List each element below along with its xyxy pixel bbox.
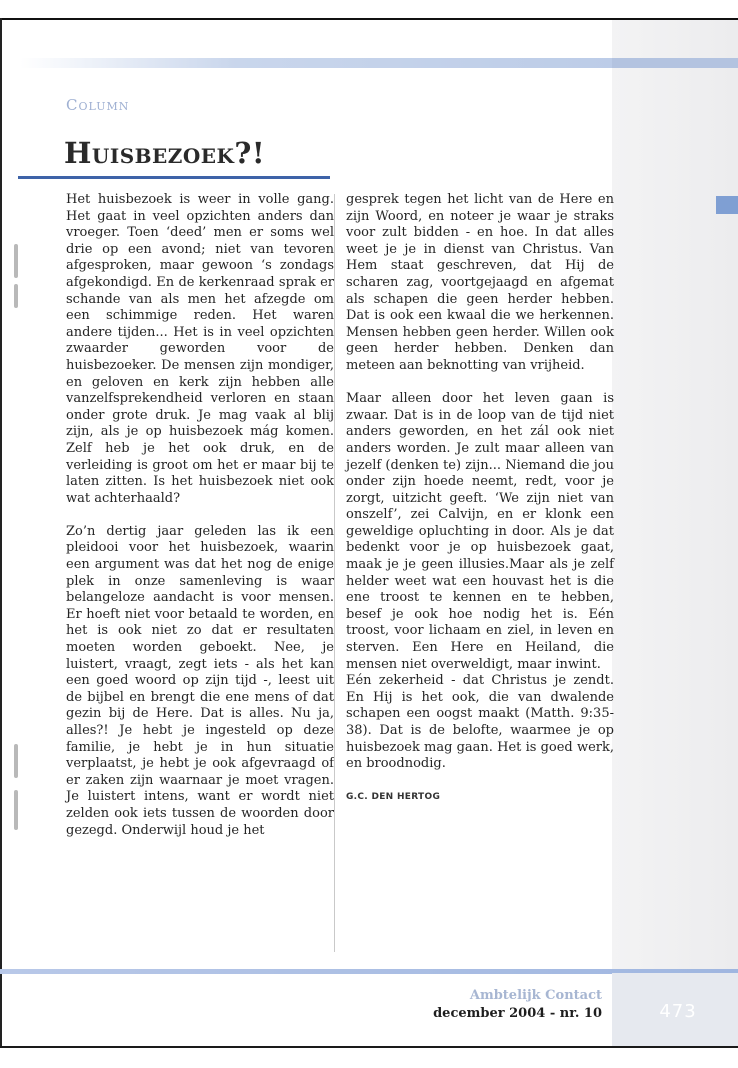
article-column-right (346, 192, 614, 806)
scan-border-bottom (0, 1046, 738, 1048)
paragraph: Eén zekerheid - dat Christus je zendt. En Hij is het ook, die van dwalende schapen een oogst maakt (Matth. 9:35-38). Dat is de belofte, waarmee je op huisbezoek mag gaan. Het is goed werk, en broodnodig. (346, 673, 614, 772)
paragraph: Het huisbezoek is weer in volle gang. Het gaat in veel opzichten anders dan vroeger. Toen ‘deed’ men er soms wel drie op een avond; niet van tevoren afgesproken, maar gewoon ‘s zondags afgekondigd. En de kerkenraad sprak er schande van als men het afzegde om een schimmige reden. Het waren andere tijden... Het is in veel opzichten zwaarder geworden voor de huisbezoeker. De mensen zijn mondiger, en geloven en kerk zijn hebben alle vanzelfsprekendheid verloren en staan onder grote druk. Je mag vaak al blij zijn, als je op huisbezoek mág komen. Zelf heb je het ook druk, en de verleiding is groot om het er maar bij te laten zitten. Is het huisbezoek niet ook wat achterhaald? (66, 192, 334, 506)
title-underline (18, 176, 330, 179)
binder-hole-mark (14, 790, 18, 830)
paragraph: gesprek tegen het licht van de Here en zijn Woord, en noteer je waar je straks voor zult bidden - en hoe. In dat alles weet je je in dienst van Christus. Van Hem staat geschreven, dat Hij de scharen zag, voortgejaagd en afgemat als schapen die geen herder hebben. Dat is ook een kwaal die we herkennen. Mensen hebben geen herder. Willen ook geen herder hebben. Denken dan meteen aan beknotting van vrijheid. (346, 192, 614, 373)
header-band-accent (612, 58, 738, 68)
issue-label: december 2004 - nr. 10 (433, 1006, 602, 1021)
section-label: Column (66, 96, 130, 114)
page-number: 473 (659, 1001, 697, 1022)
article-column-left (66, 192, 334, 856)
paragraph: Zo’n dertig jaar geleden las ik een pleidooi voor het huisbezoek, waarin een argument was dat het nog de enige plek in onze samenleving is waar belangeloze aandacht is voor mensen. Er hoeft niet voor betaald te worden, en het is ook niet zo dat er resultaten moeten worden geboekt. Nee, je luistert, vraagt, zegt iets - als het kan een goed woord op zijn tijd -, leest uit de bijbel en brengt die ene mens of dat gezin bij de Here. Dat is alles. Nu ja, alles?! Je hebt je ingesteld op deze familie, je hebt je in hun situatie verplaatst, je hebt je ook afgevraagd of er zaken zijn waarnaar je moet vragen. Je luistert intens, want er wordt niet zelden ook iets tussen de woorden door gezegd. Onderwijl houd je het (66, 523, 334, 838)
magazine-name: Ambtelijk Contact (469, 988, 602, 1003)
margin-strip (612, 20, 738, 1046)
binder-hole-mark (14, 284, 18, 308)
column-divider (334, 194, 335, 952)
author-byline: G.C. DEN HERTOG (346, 792, 441, 803)
binder-hole-mark (14, 244, 18, 278)
paragraph: Maar alleen door het leven gaan is zwaar. Dat is in de loop van de tijd niet anders geworden, en het zál ook niet anders worden. Je zult maar alleen van jezelf (denken te) zijn... Niemand die jou onder zijn hoede neemt, redt, voor je zorgt, uitzicht geeft. ‘We zijn niet van onszelf’, zei Calvijn, en er klonk een geweldige opluchting in door. Als je dat bedenkt voor je op huisbezoek gaat, maak je je geen illusies.Maar als je zelf helder weet wat een houvast het is die ene troost te kennen en te hebben, besef je ook hoe nodig het is. Eén troost, voor lichaam en ziel, in leven en sterven. Een Here en Heiland, die mensen niet overweldigt, maar inwint. (346, 391, 614, 672)
section-tab (716, 196, 738, 214)
scan-border-left (0, 18, 2, 1048)
article-title: Huisbezoek?! (64, 136, 266, 170)
scan-border-top (0, 18, 738, 20)
binder-hole-mark (14, 744, 18, 778)
